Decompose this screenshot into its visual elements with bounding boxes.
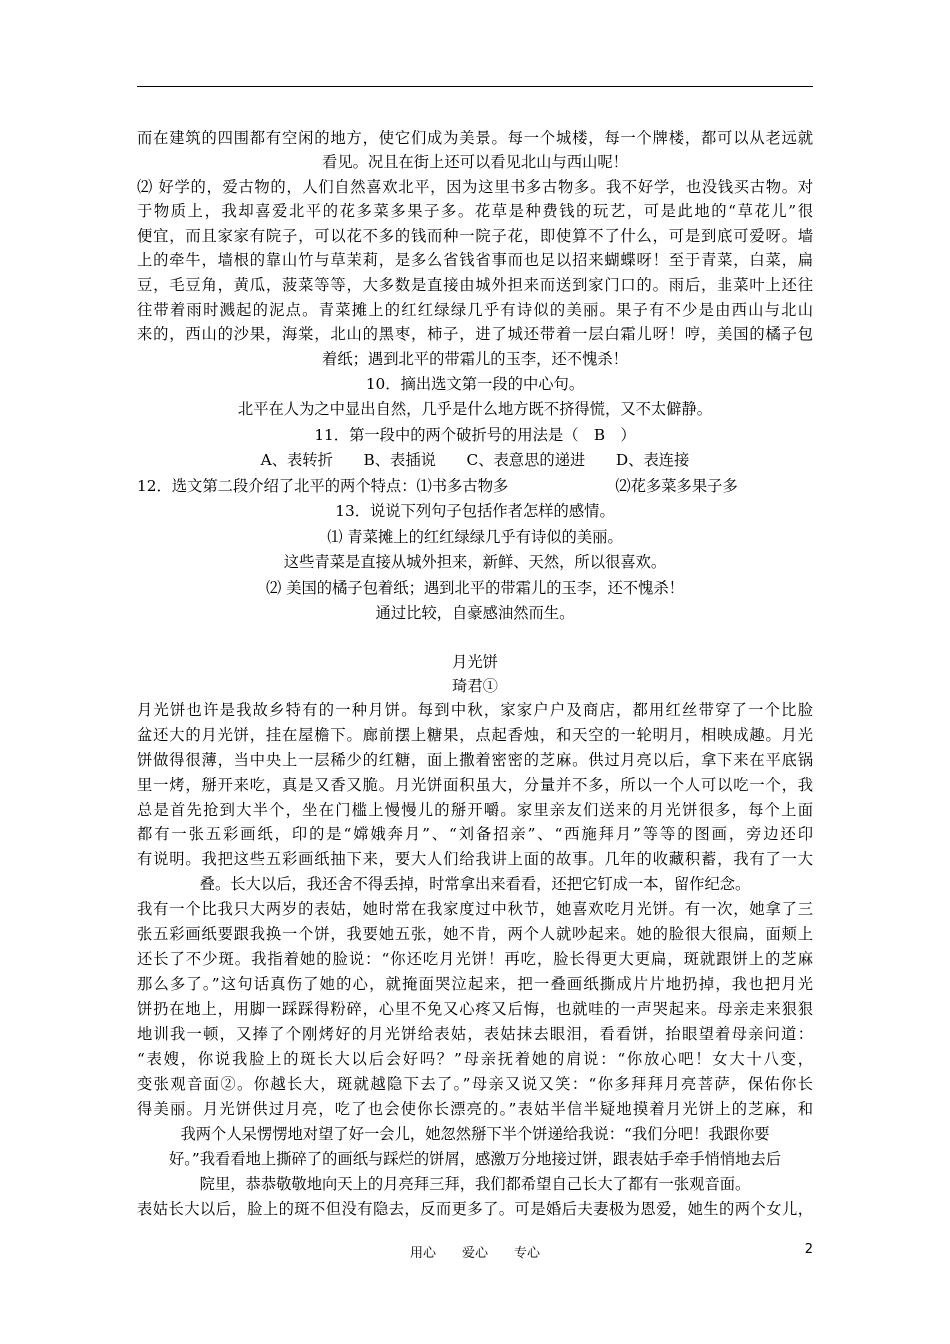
text-line: 叠。长大以后，我还舍不得丢掉，时常拿出来看看，还把它钉成一本，留作纪念。 (199, 875, 751, 893)
header-rule (137, 86, 813, 87)
text-line: 变张观音面②。你越长大，斑就越隐下去了。”母亲又说又笑：“你多拜拜月亮菩萨，保佑你长 (137, 1075, 813, 1093)
text-line: 看见。况且在街上还可以看见北山与西山呢！ (322, 153, 628, 171)
text-line: 11．第一段中的两个破折号的用法是（ B ） (314, 426, 636, 444)
text-line: 张五彩画纸要跟我换一个饼，我要她五张，她不肯，两个人就吵起来。她的脸很大很扁，面颊上 (137, 925, 813, 943)
text-line: 上的牵牛，墙根的靠山竹与草茉莉，是多么省钱省事而也足以招来蝴蝶呀！至于青菜，白菜，扁 (137, 251, 813, 269)
text-line: ⑴ 青菜摊上的红红绿绿几乎有诗似的美丽。 (327, 528, 623, 546)
text-line: 还长了不少斑。我指着她的脸说：“你还吃月光饼！再吃，脸长得更大更扁，斑就跟饼上的芝麻 (137, 950, 813, 968)
text-line: ⑵ 美国的橘子包着纸；遇到北平的带霜儿的玉李，还不愧杀！ (266, 579, 684, 597)
text-line: 表姑长大以后，脸上的斑不但没有隐去，反而更多了。可是婚后夫妻极为恩爱，她生的两个女儿， (137, 1200, 813, 1218)
text-line: 琦君① (452, 677, 498, 695)
text-line: 于物质上，我却喜爱北平的花多菜多果子多。花草是种费钱的玩艺，可是此地的“草花儿”很 (137, 202, 813, 220)
text-line: 有说明。我把这些五彩画纸抽下来，要大人们给我讲上面的故事。几年的收藏积蓄，我有了一大 (137, 850, 813, 868)
text-line: 来的，西山的沙果，海棠，北山的黑枣，柿子，进了城还带着一层白霜儿呀！哼，美国的橘子包 (137, 325, 813, 343)
text-line: “表嫂，你说我脸上的斑长大以后会好吗？”母亲抚着她的肩说：“你放心吧！女大十八变， (137, 1050, 813, 1068)
text-line: 那么多了。”这句话真伤了她的心，就掩面哭泣起来，把一叠画纸撕成片片地扔掉，我也把月光 (137, 975, 813, 993)
text-line: 这些青菜是直接从城外担来，新鲜、天然，所以很喜欢。 (283, 553, 667, 571)
text-line: 着纸；遇到北平的带霜儿的玉李，还不愧杀！ (322, 350, 628, 368)
text-line: 月光饼也许是我故乡特有的一种月饼。每到中秋，家家户户及商店，都用红丝带穿了一个比脸 (137, 701, 813, 719)
text-line: 豆，毛豆角，黄瓜，菠菜等等，大多数是直接由城外担来而送到家门口的。雨后，韭菜叶上还往 (137, 276, 813, 294)
text-line: 北平在人为之中显出自然，几乎是什么地方既不挤得慌，又不太僻静。 (237, 400, 713, 418)
text-line: 10．摘出选文第一段的中心句。 (365, 375, 585, 393)
text-line: 12．选文第二段介绍了北平的两个特点：⑴书多古物多 ⑵花多菜多果子多 (137, 477, 738, 495)
text-line: 我两个人呆愣愣地对望了好一会儿，她忽然掰下半个饼递给我说：“我们分吧！我跟你要 (180, 1125, 770, 1143)
text-line: 便宜，而且家家有院子，可以花不多的钱而种一院子花，即使算不了什么，可是到底可爱呀。墙 (137, 227, 813, 245)
text-line: 我有一个比我只大两岁的表姑，她时常在我家度过中秋节，她喜欢吃月光饼。有一次，她拿了三 (137, 900, 813, 918)
text-line: ⑵ 好学的，爱古物的，人们自然喜欢北平，因为这里书多古物多。我不好学，也没钱买古物。对 (137, 178, 813, 196)
text-line: 好。”我看看地上撕碎了的画纸与踩烂的饼屑，感激万分地接过饼，跟表姑手牵手悄悄地去后 (168, 1150, 782, 1168)
page-number: 2 (804, 1242, 813, 1257)
text-line: 盆还大的月光饼，挂在屋檐下。廊前摆上糖果，点起香烛，和天空的一轮明月，相映成趣。月光 (137, 726, 813, 744)
text-line: A、表转折 B、表插说 C、表意思的递进 D、表连接 (260, 451, 690, 469)
text-line: 地训我一顿，又捧了个刚烤好的月光饼给表姑，表姑抹去眼泪，看看饼，抬眼望着母亲问道： (137, 1025, 813, 1043)
text-line: 通过比较，自豪感油然而生。 (375, 604, 575, 622)
text-line: 而在建筑的四围都有空闲的地方，使它们成为美景。每一个城楼，每一个牌楼，都可以从老远就 (137, 129, 813, 147)
text-line: 13．说说下列句子包括作者怎样的感情。 (335, 502, 615, 520)
text-line: 总是首先抢到大半个，坐在门槛上慢慢儿的掰开嚼。家里亲友们送来的月光饼很多，每个上面 (137, 801, 813, 819)
page-footer (137, 1242, 813, 1262)
text-line: 院里，恭恭敬敬地向天上的月亮拜三拜，我们都希望自己长大了都有一张观音面。 (199, 1175, 751, 1193)
text-line: 都有一张五彩画纸，印的是“嫦娥奔月”、“刘备招亲”、“西施拜月”等等的图画，旁边还印 (137, 825, 813, 843)
text-line: 饼做得很薄，当中央上一层稀少的红糖，面上撒着密密的芝麻。供过月亮以后，拿下来在平底锅 (137, 751, 813, 769)
text-line: 饼扔在地上，用脚一踩踩得粉碎，心里不免又心疼又后悔，也就哇的一声哭起来。母亲走来狠狠 (137, 1000, 813, 1018)
footer-motto: 用心 爱心 专心 (409, 1246, 540, 1261)
text-line: 月光饼 (452, 653, 498, 671)
text-line: 里一烤，掰开来吃，真是又香又脆。月光饼面积虽大，分量并不多，所以一个人可以吃一个，我 (137, 776, 813, 794)
text-line: 往带着雨时溅起的泥点。青菜摊上的红红绿绿几乎有诗似的美丽。果子有不少是由西山与北山 (137, 301, 813, 319)
text-line: 得美丽。月光饼供过月亮，吃了也会使你长漂亮的。”表姑半信半疑地摸着月光饼上的芝麻，和 (137, 1100, 813, 1118)
